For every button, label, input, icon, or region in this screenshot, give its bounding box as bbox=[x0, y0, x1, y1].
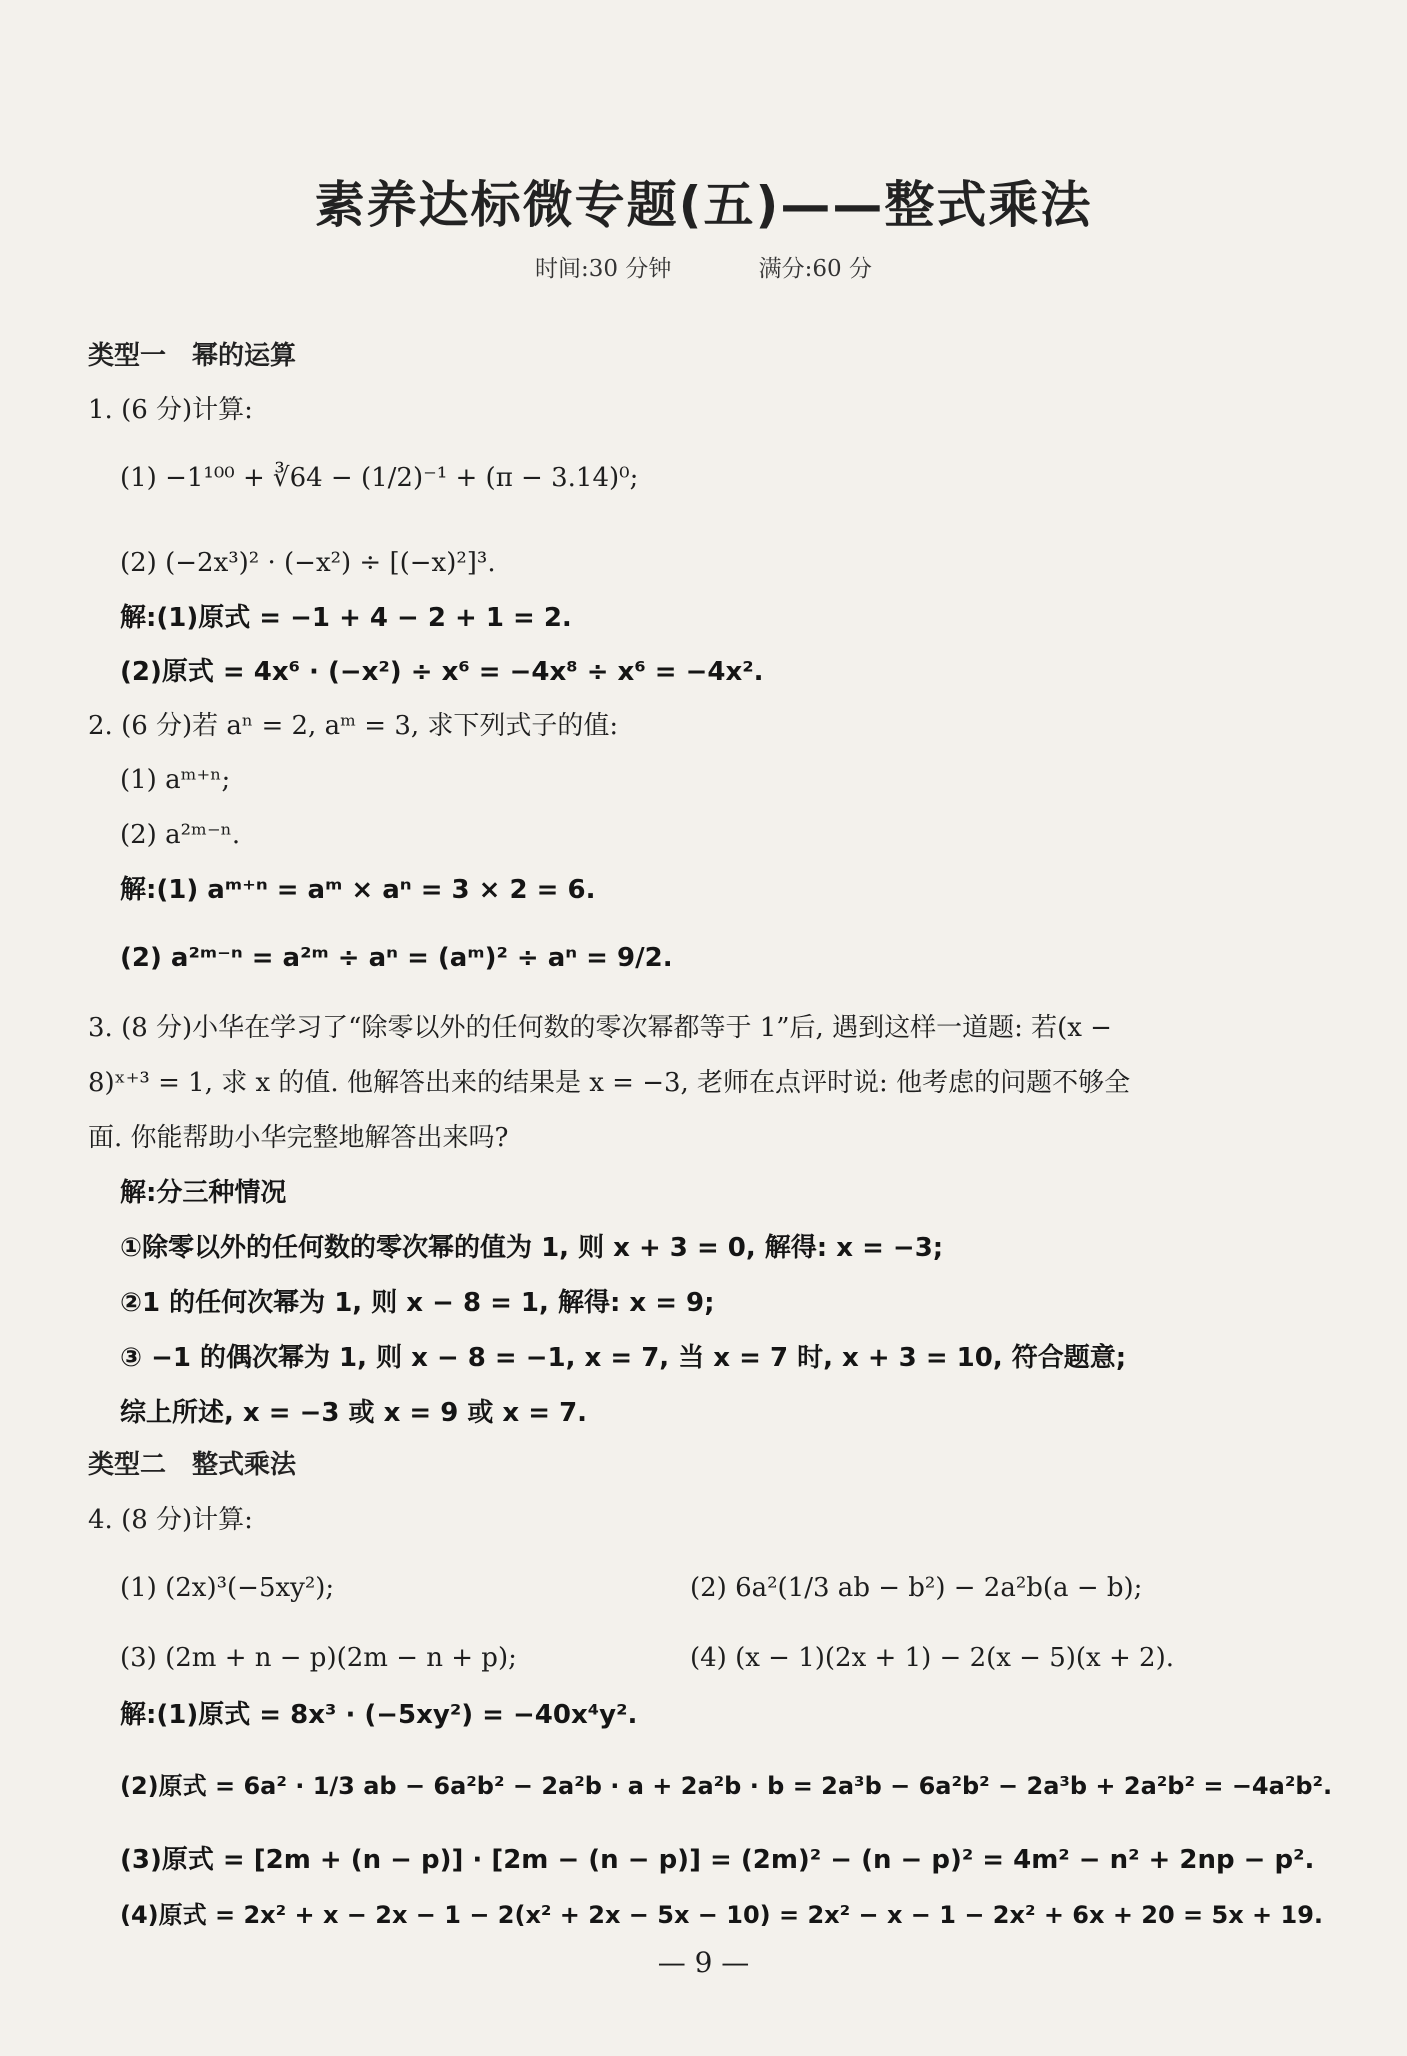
line-type1: 类型一 幂的运算 bbox=[88, 341, 297, 371]
page-title: 素养达标微专题(五)——整式乘法 bbox=[314, 176, 1093, 234]
line-a4-3: (3)原式 = [2m + (n − p)] · [2m − (n − p)] = (2m)² − (n − p)² = 4m² − n² + 2np − p². bbox=[120, 1845, 1315, 1875]
line-q2-1: (1) aᵐ⁺ⁿ; bbox=[120, 765, 231, 795]
line-a3-2: ②1 的任何次幂为 1, 则 x − 8 = 1, 解得: x = 9; bbox=[120, 1288, 715, 1318]
line-q3-l2: 8)ˣ⁺³ = 1, 求 x 的值. 他解答出来的结果是 x = −3, 老师在点评时说: 他考虑的问题不够全 bbox=[88, 1068, 1131, 1098]
line-q4-2: (2) 6a²(1/3 ab − b²) − 2a²b(a − b); bbox=[690, 1573, 1143, 1603]
line-a4-1: 解:(1)原式 = 8x³ · (−5xy²) = −40x⁴y². bbox=[120, 1700, 638, 1730]
line-a1-1: 解:(1)原式 = −1 + 4 − 2 + 1 = 2. bbox=[120, 603, 572, 633]
line-a3-4: 综上所述, x = −3 或 x = 9 或 x = 7. bbox=[120, 1398, 588, 1428]
line-a1-2: (2)原式 = 4x⁶ · (−x²) ÷ x⁶ = −4x⁸ ÷ x⁶ = −4x². bbox=[120, 657, 764, 687]
line-q4-3: (3) (2m + n − p)(2m − n + p); bbox=[120, 1643, 517, 1673]
line-a3-3: ③ −1 的偶次幂为 1, 则 x − 8 = −1, x = 7, 当 x = 7 时, x + 3 = 10, 符合题意; bbox=[120, 1343, 1127, 1373]
line-q1-2: (2) (−2x³)² · (−x²) ÷ [(−x)²]³. bbox=[120, 548, 496, 578]
line-q1: 1. (6 分)计算: bbox=[88, 395, 253, 425]
line-a3-1: ①除零以外的任何数的零次幂的值为 1, 则 x + 3 = 0, 解得: x = −3; bbox=[120, 1233, 944, 1263]
time-limit: 时间:30 分钟 bbox=[535, 256, 672, 282]
line-a4-4: (4)原式 = 2x² + x − 2x − 1 − 2(x² + 2x − 5x − 10) = 2x² − x − 1 − 2x² + 6x + 20 = 5x + 19. bbox=[120, 1901, 1324, 1929]
line-q2-2: (2) a²ᵐ⁻ⁿ. bbox=[120, 820, 241, 850]
line-q2: 2. (6 分)若 aⁿ = 2, aᵐ = 3, 求下列式子的值: bbox=[88, 711, 619, 741]
line-type2: 类型二 整式乘法 bbox=[88, 1450, 297, 1480]
line-q4-4: (4) (x − 1)(2x + 1) − 2(x − 5)(x + 2). bbox=[690, 1643, 1174, 1673]
line-a4-2: (2)原式 = 6a² · 1/3 ab − 6a²b² − 2a²b · a + 2a²b · b = 2a³b − 6a²b² − 2a³b + 2a²b² = −4a²b². bbox=[120, 1772, 1333, 1800]
page-number: — 9 — bbox=[657, 1946, 750, 1979]
line-a2-2: (2) a²ᵐ⁻ⁿ = a²ᵐ ÷ aⁿ = (aᵐ)² ÷ aⁿ = 9/2. bbox=[120, 943, 673, 973]
line-a2-1: 解:(1) aᵐ⁺ⁿ = aᵐ × aⁿ = 3 × 2 = 6. bbox=[120, 875, 596, 905]
line-q3-l1: 3. (8 分)小华在学习了“除零以外的任何数的零次幂都等于 1”后, 遇到这样一道题: 若(x − bbox=[88, 1013, 1112, 1043]
exam-meta bbox=[0, 250, 1407, 283]
line-q3-l3: 面. 你能帮助小华完整地解答出来吗? bbox=[88, 1123, 509, 1153]
line-q1-1: (1) −1¹⁰⁰ + ∛64 − (1/2)⁻¹ + (π − 3.14)⁰; bbox=[120, 463, 639, 493]
line-q4: 4. (8 分)计算: bbox=[88, 1505, 253, 1535]
line-q4-1: (1) (2x)³(−5xy²); bbox=[120, 1573, 335, 1603]
line-a3-0: 解:分三种情况 bbox=[120, 1178, 287, 1208]
full-score: 满分:60 分 bbox=[758, 256, 872, 282]
